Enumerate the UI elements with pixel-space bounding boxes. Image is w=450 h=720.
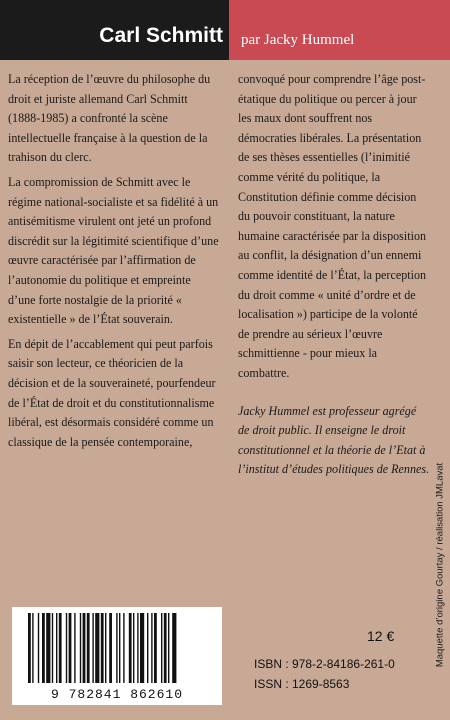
side-credit (433, 420, 447, 710)
barcode-bar (59, 613, 62, 683)
paragraph: convoqué pour comprendre l’âge post-étatique du politique ou percer à jour les maux dont souffrent nos démocraties libérales. La présentation de ses thèses essentielles (l’inimitié comme vérité du politique, la Constitution définie comme décision du pouvoir constituant, la nature humaine caractérisée par la disposition au conflit, la désignation d’un ennemi comme identité de l’État, la perception du droit comme « unité d’ordre et de localisation ») participe de la volonté de prendre au sérieux l’œuvre schmittienne - pour mieux la combattre. (238, 72, 427, 380)
barcode-bar (123, 613, 124, 683)
barcode-bar (56, 613, 57, 683)
barcode-bar (92, 613, 93, 683)
book-title: Carl Schmitt (99, 24, 223, 47)
barcode-bar (161, 613, 162, 683)
barcode-bar (101, 613, 104, 683)
barcode-bar (140, 613, 144, 683)
barcode-bar (42, 613, 45, 683)
barcode-bar (66, 613, 67, 683)
barcode-bar (109, 613, 112, 683)
barcode (12, 607, 222, 705)
barcode-bar (83, 613, 86, 683)
paragraph: En dépit de l’accablement qui peut parfois saisir son lecteur, ce théoricien de la décision et de la souveraineté, pourfendeur de l’État de droit et du constitutionnalisme libéral, est désormais considéré comme un classique de la pensée contemporaine, (8, 336, 216, 449)
barcode-bar (95, 613, 99, 683)
barcode-bar (168, 613, 169, 683)
barcode-bar (74, 613, 75, 683)
isbn: ISBN : 978-2-84186-261-0 (254, 657, 395, 671)
book-author: par Jacky Hummel (241, 32, 355, 48)
barcode-bar (87, 613, 90, 683)
price: 12 € (367, 628, 395, 644)
barcode-bars (12, 607, 222, 687)
barcode-bar (147, 613, 148, 683)
barcode-bar (164, 613, 167, 683)
barcode-bar (105, 613, 106, 683)
right-text-column (238, 70, 430, 485)
barcode-bar (80, 613, 81, 683)
barcode-bar (116, 613, 117, 683)
barcode-bar (38, 613, 39, 683)
barcode-bar (28, 613, 31, 683)
paragraph: La compromission de Schmitt avec le régime national-socialiste et sa fidélité à un antisémitisme virulent ont jeté un profond discrédit sur la légitimité scientifique d’une œuvre caractérisée par l’affirmation de l’autonomie du politique et empreinte d’une forte nostalgie de la priorité « existentielle » de l’État souverain. (8, 174, 219, 327)
barcode-bar (151, 613, 152, 683)
issn: ISSN : 1269-8563 (254, 677, 350, 691)
author-bio: Jacky Hummel est professeur agrégé de droit public. Il enseigne le droit constitutionnel et la théorie de l’Etat à l’institut d’études politiques de Rennes. (238, 403, 430, 477)
barcode-bar (137, 613, 138, 683)
barcode-bar (119, 613, 120, 683)
barcode-number: 9 782841 862610 (50, 687, 184, 702)
barcode-bar (172, 613, 176, 683)
barcode-bar (52, 613, 53, 683)
side-credit-text: Maquette d’origine Gourtay / réalisation JMLavat (434, 462, 446, 668)
barcode-bar (46, 613, 50, 683)
barcode-bar (69, 613, 72, 683)
left-text-column (8, 70, 221, 457)
header-dark-band (0, 0, 229, 60)
paragraph: La réception de l’œuvre du philosophe du droit et juriste allemand Carl Schmitt (1888-1985) a confronté la scène intellectuelle française à la question de la trahison du clerc. (8, 72, 211, 165)
barcode-bar (133, 613, 134, 683)
barcode-bar (129, 613, 132, 683)
barcode-bar (154, 613, 157, 683)
barcode-bar (32, 613, 33, 683)
header-red-band (229, 0, 450, 60)
